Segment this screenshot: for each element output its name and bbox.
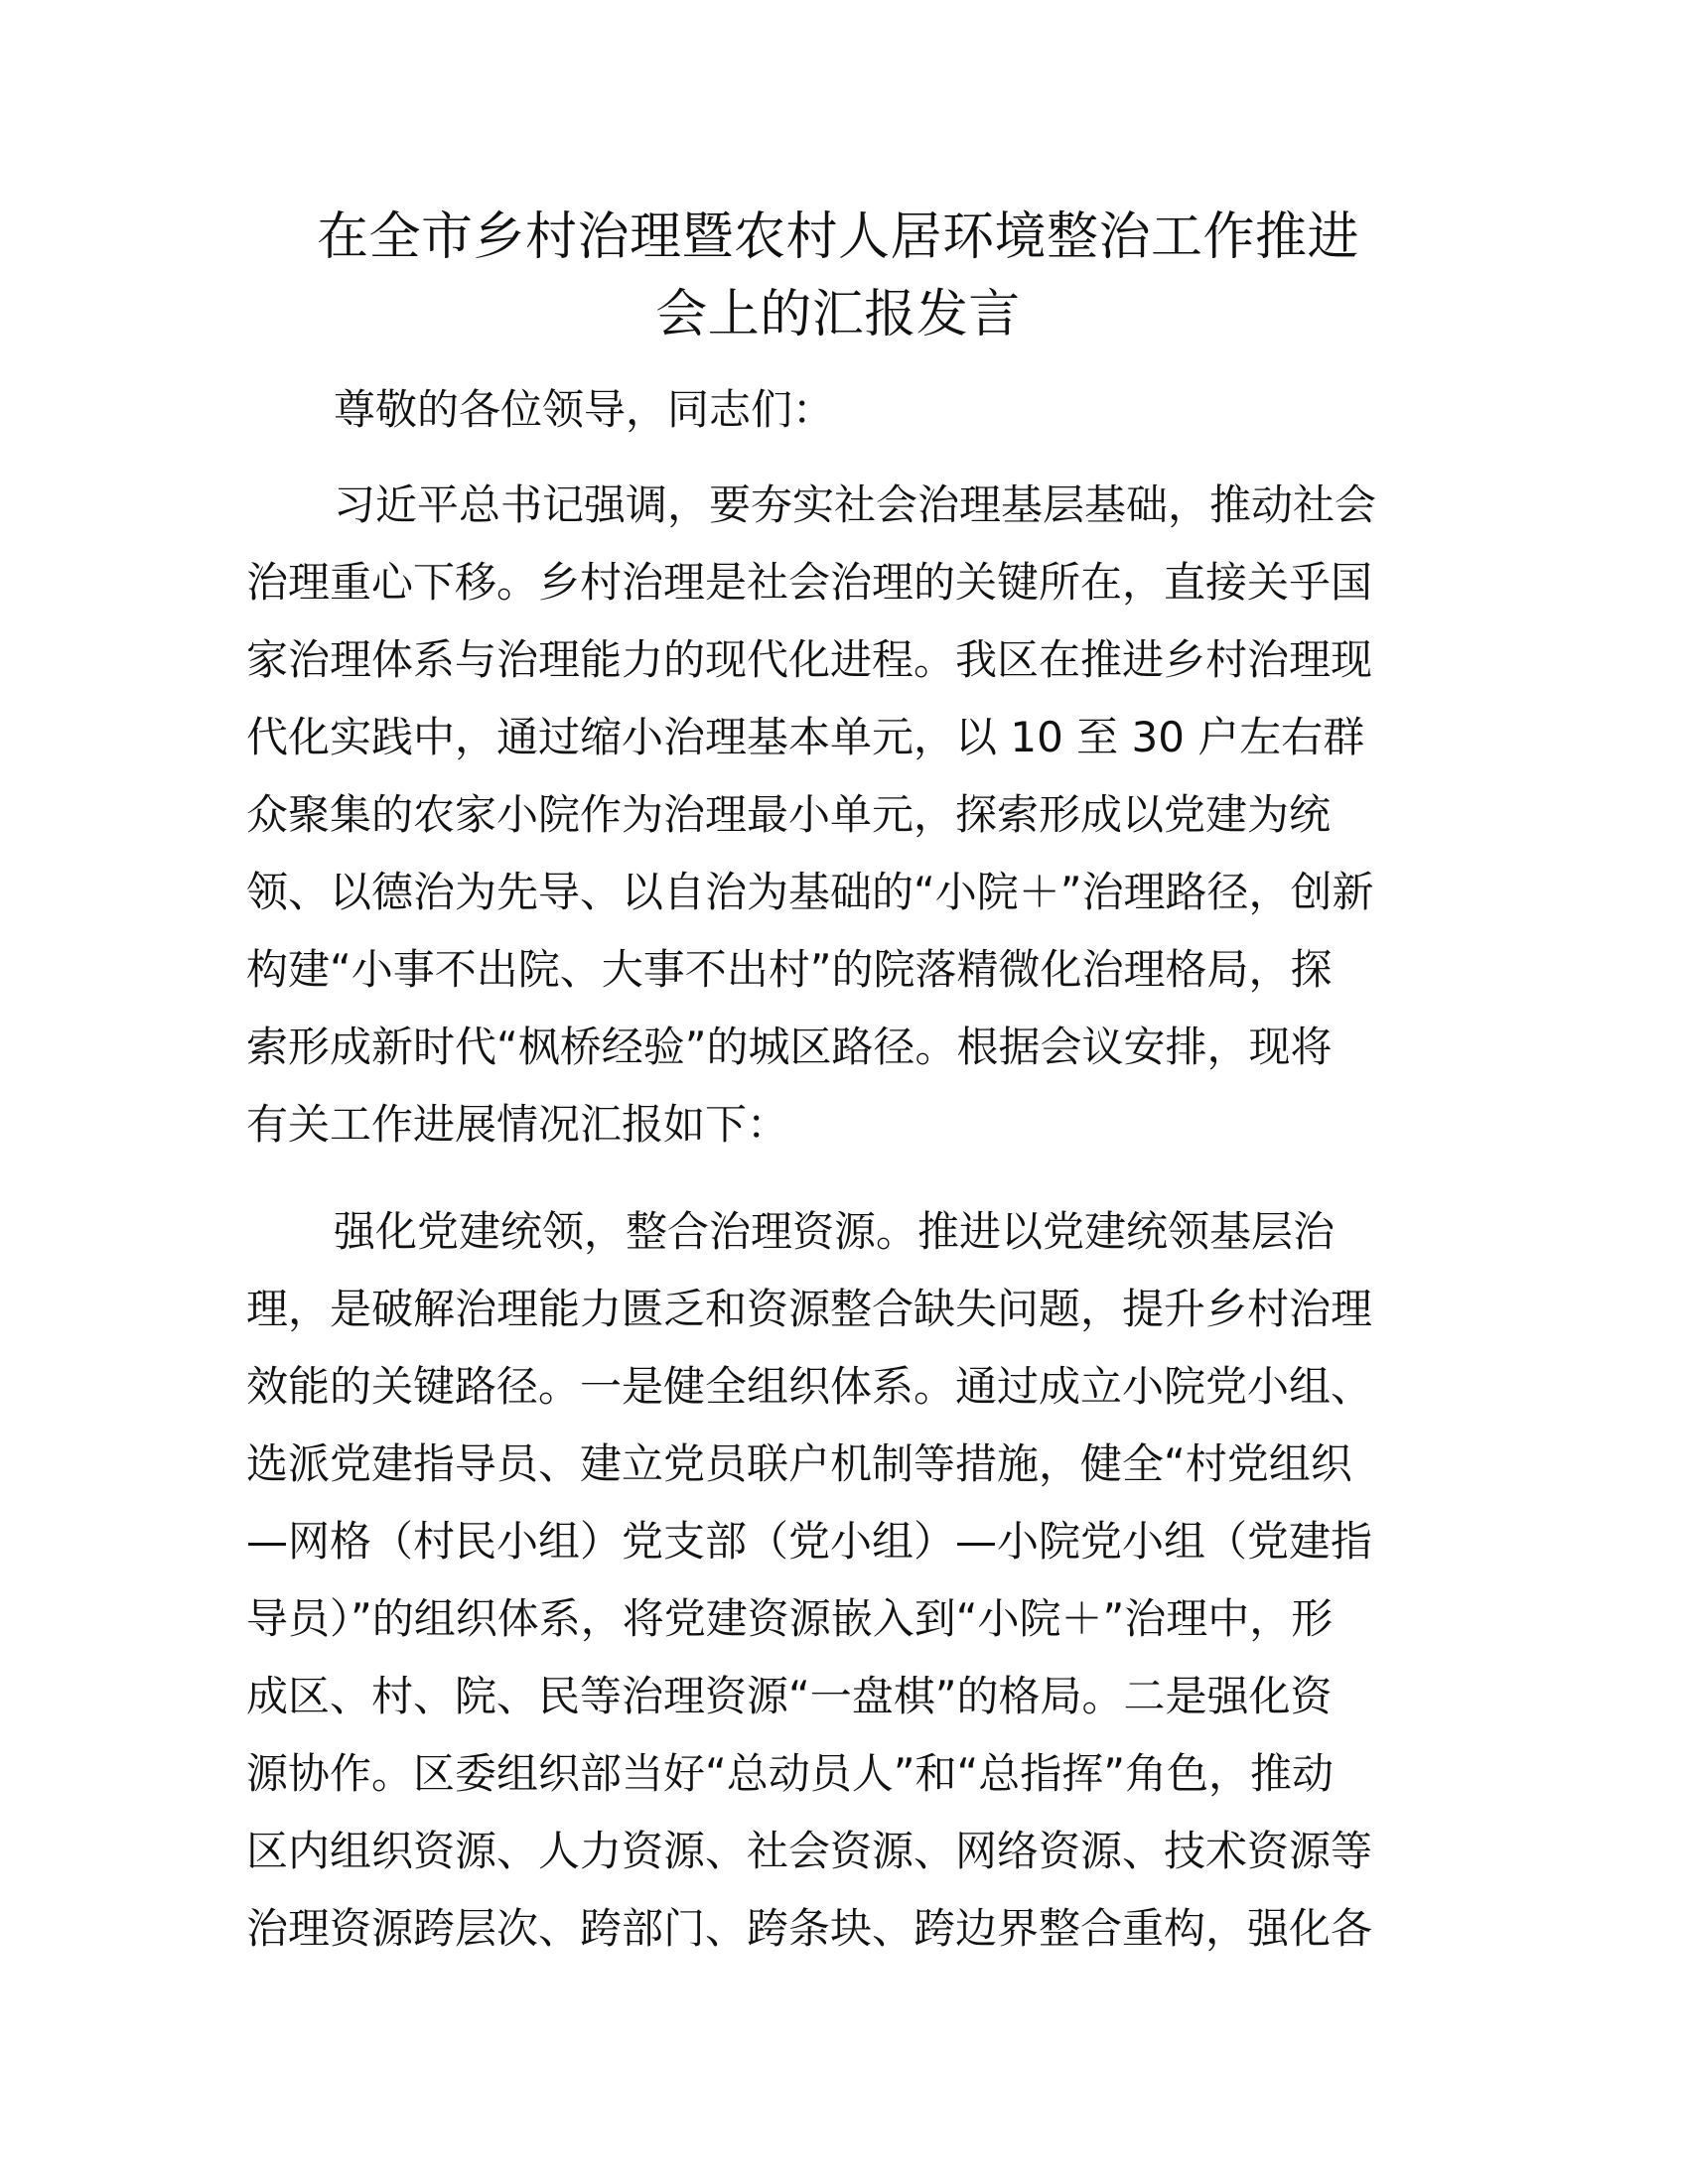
title-line-1: 在全市乡村治理暨农村人居环境整治工作推进 [316, 207, 1359, 267]
paragraph-line: 治理重心下移。乡村治理是社会治理的关键所在，直接关乎国 [246, 558, 1373, 607]
paragraph-line: 代化实践中，通过缩小治理基本单元，以 10 至 30 户左右群 [246, 713, 1365, 761]
paragraph-line: 源协作。区委组织部当好“总动员人”和“总指挥”角色，推动 [246, 1749, 1335, 1798]
title-line-2: 会上的汇报发言 [655, 285, 1021, 344]
paragraph-party-building [246, 1193, 1430, 1968]
paragraph-line: —网格（村民小组）党支部（党小组）—小院党小组（党建指 [246, 1517, 1373, 1566]
paragraph-line: 治理资源跨层次、跨部门、跨条块、跨边界整合重构，强化各 [246, 1904, 1373, 1953]
paragraph-line: 习近平总书记强调，要夯实社会治理基层基础，推动社会 [334, 480, 1377, 529]
paragraph-line: 索形成新时代“枫桥经验”的城区路径。根据会议安排，现将 [246, 1023, 1333, 1071]
paragraph-line: 强化党建统领，整合治理资源。推进以党建统领基层治 [334, 1207, 1336, 1256]
paragraph-line: 家治理体系与治理能力的现代化进程。我区在推进乡村治理现 [246, 635, 1373, 684]
paragraph-line: 构建“小事不出院、大事不出村”的院落精微化治理格局，探 [246, 945, 1333, 994]
salutation: 尊敬的各位领导，同志们： [334, 385, 835, 434]
document-title [246, 199, 1430, 353]
document-page [246, 199, 1430, 1968]
paragraph-line: 选派党建指导员、建立党员联户机制等措施，健全“村党组织 [246, 1439, 1352, 1488]
paragraph-intro [246, 467, 1430, 1163]
paragraph-line: 众聚集的农家小院作为治理最小单元，探索形成以党建为统 [246, 790, 1332, 839]
paragraph-line: 领、以德治为先导、以自治为基础的“小院＋”治理路径，创新 [246, 868, 1374, 916]
paragraph-line: 成区、村、院、民等治理资源“一盘棋”的格局。二是强化资 [246, 1672, 1333, 1720]
paragraph-line: 理，是破解治理能力匮乏和资源整合缺失问题，提升乡村治理 [246, 1285, 1373, 1333]
paragraph-line: 区内组织资源、人力资源、社会资源、网络资源、技术资源等 [246, 1827, 1373, 1875]
paragraph-line: 有关工作进展情况汇报如下： [246, 1100, 789, 1149]
paragraph-line: 效能的关键路径。一是健全组织体系。通过成立小院党小组、 [246, 1362, 1373, 1411]
paragraph-line: 导员）”的组织体系，将党建资源嵌入到“小院＋”治理中，形 [246, 1594, 1334, 1643]
